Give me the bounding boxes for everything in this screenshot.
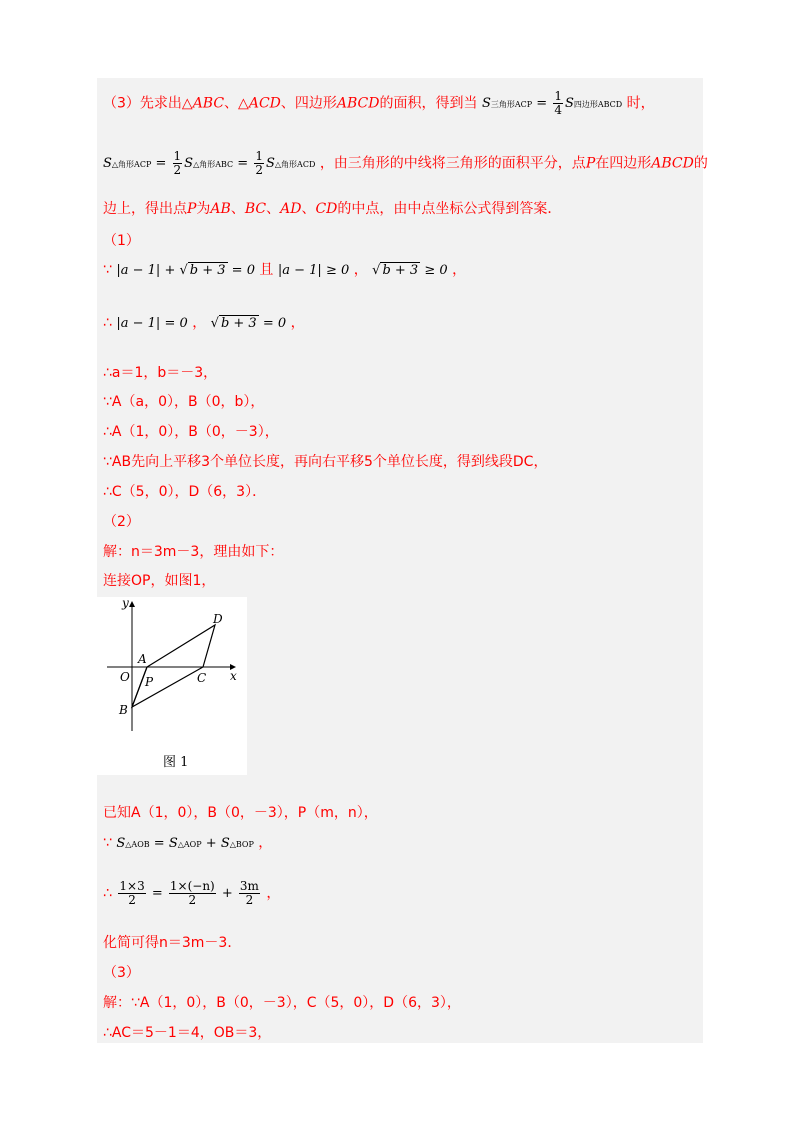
part3-points: 解：∵A（1，0），B（0，－3），C（5，0），D（6，3）， [103, 995, 461, 1011]
label-y: y [122, 597, 129, 610]
part1-line-cd: ∴C（5，0），D（6，3）． [103, 484, 267, 500]
part1-label: （1） [103, 233, 140, 249]
figure-caption: 图 1 [163, 755, 189, 770]
part3-intro-line3: 边上，得出点P为AB、BC、AD、CD的中点，由中点坐标公式得到答案． [103, 201, 562, 217]
label-p: P [145, 675, 154, 689]
part1-therefore-line: ∴ |a − 1| = 0 ， √ b + 3 = 0 ， [103, 315, 305, 331]
label-o: O [120, 670, 130, 684]
label-b: B [119, 703, 128, 717]
label-c: C [197, 671, 207, 685]
part2-connect-op: 连接OP，如图1， [103, 573, 216, 589]
figure-1-diagram [97, 597, 247, 775]
part2-known-points: 已知A（1，0），B（0，－3），P（m，n）， [103, 805, 378, 821]
label-a: A [138, 652, 147, 666]
part2-label: （2） [103, 514, 140, 530]
part3-intro-line2: S△角形ACP = $\frac{1}{2}$ S△角形ABC = $\frac{1}{2}$ S△角形ACD ，由三角形的中线将三角形的面积平分，点P在四边形ABCD的 [103, 149, 708, 177]
part3-label: （3） [103, 965, 140, 981]
half-area-formula: S△角形ACP = $\frac{1}{2}$ S△角形ABC = $\frac{1}{2}$ S△角形ACD [103, 149, 316, 177]
figure-1 [97, 597, 247, 775]
part2-fraction-equation: ∴ $\frac{1\times 3}{2}$ = $\frac{1\times(-n)}{2}$ + $\frac{3m}{2}$ ， [103, 879, 281, 907]
part1-line-points: ∴A（1，0），B（0，－3）， [103, 424, 279, 440]
label-x: x [230, 669, 237, 683]
part2-solution-intro: 解：n＝3m－3，理由如下： [103, 544, 284, 560]
part2-area-equation: ∵ S△AOB = S△AOP + S△BOP ， [103, 835, 273, 851]
part3-lengths: ∴AC＝5－1＝4，OB＝3， [103, 1025, 272, 1041]
part1-line-ab-values: ∴a＝1，b＝－3， [103, 365, 218, 381]
label-d: D [213, 612, 223, 626]
part1-condition-line: ∵ |a − 1| + √ b + 3 = 0 且 |a − 1| ≥ 0 ， √ b + 3 ≥ 0 ， [103, 262, 467, 278]
part1-line-points-general: ∵A（a，0），B（0，b）， [103, 394, 265, 410]
part2-simplify: 化简可得n＝3m－3． [103, 935, 242, 951]
area-ratio-formula: S三角形ACP = $\frac{1}{4}$ S四边形ABCD [481, 89, 623, 117]
part1-line-translation: ∵AB先向上平移3个单位长度，再向右平移5个单位长度，得到线段DC， [103, 454, 548, 470]
part3-intro-line1: （3）先求出△ABC、△ACD、四边形ABCD的面积，得到当 S三角形ACP = $\frac{1}{4}$ S四边形ABCD 时， [103, 89, 655, 117]
quadrilateral-abcd [132, 625, 215, 707]
